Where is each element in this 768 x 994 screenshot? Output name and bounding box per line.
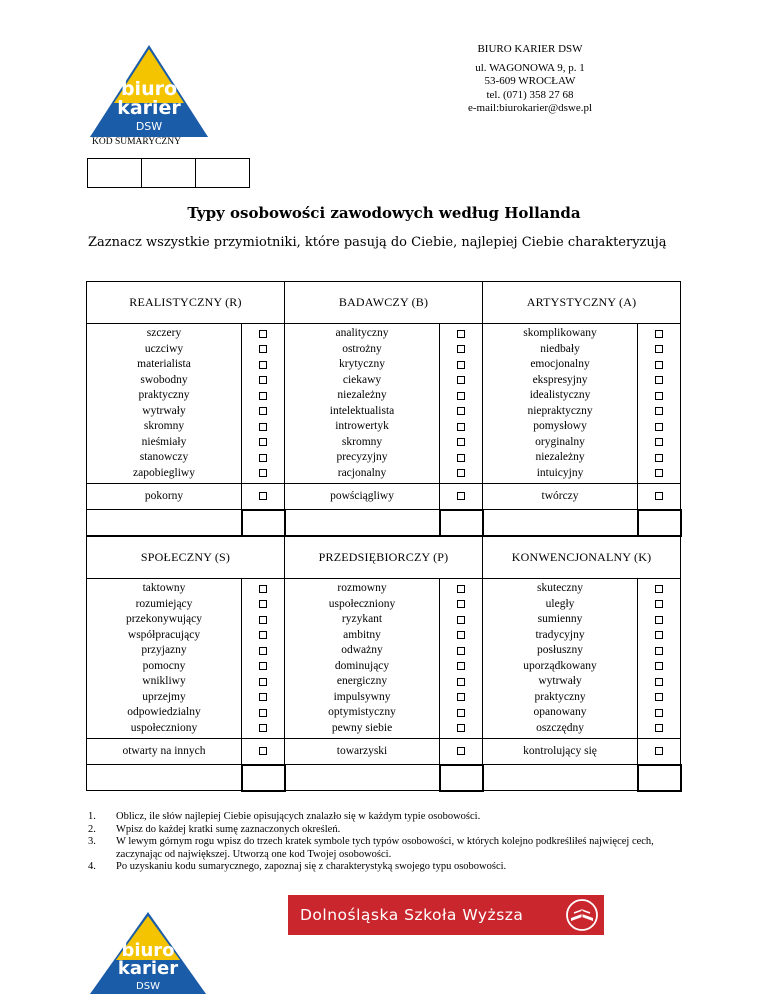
trait-checkbox[interactable] xyxy=(457,678,465,686)
trait-word: uległy xyxy=(545,597,575,610)
trait-checkbox[interactable] xyxy=(457,631,465,639)
trait-word: materialista xyxy=(137,358,191,370)
trait-word: ryzykant xyxy=(341,613,383,625)
instruction-item xyxy=(88,836,688,861)
contact-org: BIURO KARIER DSW xyxy=(477,43,583,55)
trait-word: skomplikowany xyxy=(523,327,597,339)
logo-bottom-line1: biuro xyxy=(121,940,175,961)
trait-checkbox[interactable] xyxy=(655,407,663,415)
trait-word: optymistyczny xyxy=(328,706,396,718)
sum-spacer xyxy=(87,765,242,791)
type-header: REALISTYCZNY (R) xyxy=(87,282,285,324)
trait-word: skuteczny xyxy=(537,582,584,594)
trait-word: towarzyski xyxy=(285,739,440,765)
trait-list xyxy=(285,324,440,484)
trait-checkbox[interactable] xyxy=(259,469,267,477)
trait-checkbox[interactable] xyxy=(259,678,267,686)
trait-checkbox[interactable] xyxy=(655,376,663,384)
trait-word: ambitny xyxy=(343,628,381,641)
sum-box[interactable] xyxy=(638,765,681,791)
type-header: KONWENCJONALNY (K) xyxy=(483,537,681,579)
trait-word: twórczy xyxy=(483,484,638,510)
trait-word: intelektualista xyxy=(329,404,395,417)
trait-checkbox[interactable] xyxy=(655,469,663,477)
intro-text: Zaznacz wszystkie przymiotniki, które pasują do Ciebie, najlepiej Ciebie charakteryzują xyxy=(88,235,667,250)
trait-checkbox[interactable] xyxy=(457,693,465,701)
trait-list xyxy=(285,579,440,739)
trait-word: introwertyk xyxy=(335,420,389,432)
trait-checkbox[interactable] xyxy=(655,330,663,338)
trait-list xyxy=(87,324,242,484)
trait-checkbox[interactable] xyxy=(259,585,267,593)
instruction-number: 2. xyxy=(88,823,96,835)
trait-word: tradycyjny xyxy=(535,628,585,641)
trait-word: niedbały xyxy=(540,342,580,355)
trait-checkbox[interactable] xyxy=(457,392,465,400)
sum-box[interactable] xyxy=(440,510,483,536)
trait-word: posłuszny xyxy=(537,644,584,656)
trait-word: wytrwały xyxy=(142,404,186,417)
checkbox-column xyxy=(242,579,285,739)
kod-box-3[interactable] xyxy=(196,159,249,187)
trait-word: swobodny xyxy=(140,373,188,386)
trait-word: energiczny xyxy=(336,675,388,687)
trait-word: taktowny xyxy=(142,582,186,594)
trait-word: uspołeczniony xyxy=(130,721,198,734)
checkbox-column xyxy=(242,324,285,484)
trait-word: niezależny xyxy=(337,389,387,401)
trait-checkbox[interactable] xyxy=(259,438,267,446)
type-header: PRZEDSIĘBIORCZY (P) xyxy=(285,537,483,579)
contact-city: 53-609 WROCŁAW xyxy=(484,75,576,87)
trait-word: skromny xyxy=(341,435,383,448)
page-title: Typy osobowości zawodowych według Hollanda xyxy=(187,204,581,222)
trait-checkbox[interactable] xyxy=(655,392,663,400)
checkbox-cell xyxy=(242,739,285,765)
instruction-number: 3. xyxy=(88,836,96,847)
checkbox-cell xyxy=(242,484,285,510)
trait-word: współpracujący xyxy=(127,628,201,641)
trait-word: wytrwały xyxy=(538,675,582,687)
trait-checkbox[interactable] xyxy=(655,454,663,462)
trait-word: oryginalny xyxy=(535,435,585,448)
trait-checkbox[interactable] xyxy=(655,345,663,353)
trait-word: idealistyczny xyxy=(529,389,591,401)
trait-word: niezależny xyxy=(535,451,585,463)
trait-checkbox[interactable] xyxy=(259,376,267,384)
sum-spacer xyxy=(285,510,440,536)
biuro-karier-logo-bottom xyxy=(88,910,208,994)
instruction-text: Oblicz, ile słów najlepiej Ciebie opisujących znalazło się w każdym typie osobowości. xyxy=(116,811,481,822)
trait-checkbox[interactable] xyxy=(457,616,465,624)
trait-checkbox[interactable] xyxy=(457,469,465,477)
sum-box[interactable] xyxy=(242,510,285,536)
sum-spacer xyxy=(483,510,638,536)
trait-checkbox[interactable] xyxy=(457,724,465,732)
trait-word: przyjazny xyxy=(141,644,187,656)
trait-word: wnikliwy xyxy=(142,675,186,687)
trait-word: uprzejmy xyxy=(142,690,186,703)
logo-line3: DSW xyxy=(135,120,163,133)
trait-checkbox[interactable] xyxy=(655,662,663,670)
trait-checkbox[interactable] xyxy=(655,423,663,431)
checkbox-cell xyxy=(440,739,483,765)
contact-phone: tel. (071) 358 27 68 xyxy=(486,88,574,101)
trait-checkbox[interactable] xyxy=(457,423,465,431)
trait-checkbox[interactable] xyxy=(457,585,465,593)
sum-spacer xyxy=(483,765,638,791)
types-table-bottom xyxy=(86,536,682,792)
sum-spacer xyxy=(285,765,440,791)
trait-checkbox[interactable] xyxy=(457,330,465,338)
sum-box[interactable] xyxy=(440,765,483,791)
book-emblem-icon xyxy=(564,898,600,932)
instruction-text: Wpisz do każdej kratki sumę zaznaczonych określeń. xyxy=(116,823,341,835)
trait-word: racjonalny xyxy=(337,466,387,479)
trait-list xyxy=(87,579,242,739)
trait-word: szczery xyxy=(146,327,182,339)
instruction-item xyxy=(88,861,688,874)
trait-checkbox[interactable] xyxy=(457,454,465,462)
type-header: SPOŁECZNY (S) xyxy=(87,537,285,579)
type-header: ARTYSTYCZNY (A) xyxy=(483,282,681,324)
logo-line2: karier xyxy=(117,97,181,119)
trait-checkbox[interactable] xyxy=(259,392,267,400)
types-table-top xyxy=(86,281,682,537)
trait-checkbox[interactable] xyxy=(259,631,267,639)
trait-checkbox[interactable] xyxy=(259,724,267,732)
trait-checkbox[interactable] xyxy=(259,423,267,431)
kod-boxes xyxy=(87,158,250,188)
trait-word: uczciwy xyxy=(144,342,184,355)
trait-checkbox[interactable] xyxy=(259,693,267,701)
trait-list xyxy=(483,324,638,484)
instruction-item xyxy=(88,824,688,837)
trait-word: odpowiedzialny xyxy=(127,706,201,718)
trait-checkbox[interactable] xyxy=(655,647,663,655)
trait-checkbox[interactable] xyxy=(655,709,663,717)
trait-word: precyzyjny xyxy=(336,451,388,463)
trait-word: rozmowny xyxy=(337,582,387,594)
trait-checkbox[interactable] xyxy=(457,407,465,415)
instruction-number: 4. xyxy=(88,861,96,872)
trait-word: zapobiegliwy xyxy=(133,466,195,479)
trait-checkbox[interactable] xyxy=(457,600,465,608)
trait-word: ekspresyjny xyxy=(532,373,588,386)
trait-word: opanowany xyxy=(533,706,587,718)
trait-checkbox[interactable] xyxy=(655,438,663,446)
trait-checkbox[interactable] xyxy=(259,361,267,369)
trait-checkbox[interactable] xyxy=(655,631,663,639)
trait-word: skromny xyxy=(143,420,185,432)
trait-checkbox[interactable] xyxy=(457,345,465,353)
trait-word: pokorny xyxy=(87,484,242,510)
trait-checkbox[interactable] xyxy=(259,345,267,353)
trait-checkbox[interactable] xyxy=(457,662,465,670)
trait-word: uspołeczniony xyxy=(328,597,396,610)
trait-checkbox[interactable] xyxy=(457,438,465,446)
contact-email[interactable]: e-mail:biurokarier@dswe.pl xyxy=(467,102,593,114)
trait-word: ostrożny xyxy=(342,342,382,355)
kod-box-2[interactable] xyxy=(142,159,196,187)
trait-word: krytyczny xyxy=(339,358,385,370)
type-header: BADAWCZY (B) xyxy=(285,282,483,324)
kod-box-1[interactable] xyxy=(88,159,142,187)
checkbox-column xyxy=(440,324,483,484)
trait-checkbox[interactable] xyxy=(259,747,267,755)
trait-checkbox[interactable] xyxy=(655,361,663,369)
trait-checkbox[interactable] xyxy=(655,600,663,608)
trait-word: oszczędny xyxy=(536,721,584,734)
trait-word: powściągliwy xyxy=(285,484,440,510)
trait-checkbox[interactable] xyxy=(259,330,267,338)
dsw-banner-text: Dolnośląska Szkoła Wyższa xyxy=(300,906,524,924)
instruction-item xyxy=(88,811,688,824)
trait-word: dominujący xyxy=(334,659,390,672)
instructions-list xyxy=(88,811,688,874)
checkbox-column xyxy=(638,324,681,484)
trait-checkbox[interactable] xyxy=(457,647,465,655)
trait-word: impulsywny xyxy=(333,690,391,703)
trait-checkbox[interactable] xyxy=(259,662,267,670)
checkbox-cell xyxy=(638,484,681,510)
trait-checkbox[interactable] xyxy=(259,454,267,462)
trait-checkbox[interactable] xyxy=(655,678,663,686)
trait-word: kontrolujący się xyxy=(483,739,638,765)
trait-word: przekonywujący xyxy=(126,613,202,625)
trait-word: analityczny xyxy=(335,327,389,339)
trait-checkbox[interactable] xyxy=(655,724,663,732)
trait-checkbox[interactable] xyxy=(457,361,465,369)
checkbox-cell xyxy=(440,484,483,510)
trait-word: odważny xyxy=(341,644,383,656)
trait-checkbox[interactable] xyxy=(457,747,465,755)
trait-word: rozumiejący xyxy=(135,597,193,610)
trait-checkbox[interactable] xyxy=(655,585,663,593)
trait-word: praktyczny xyxy=(138,389,190,401)
checkbox-column xyxy=(638,579,681,739)
trait-checkbox[interactable] xyxy=(259,709,267,717)
logo-bottom-line3: DSW xyxy=(136,981,160,992)
trait-word: ciekawy xyxy=(342,373,382,386)
trait-checkbox[interactable] xyxy=(259,492,267,500)
trait-word: pomocny xyxy=(142,659,186,672)
contact-address: ul. WAGONOWA 9, p. 1 xyxy=(475,61,585,74)
trait-checkbox[interactable] xyxy=(259,600,267,608)
instruction-text: W lewym górnym rogu wpisz do trzech kratek symbole tych typów osobowości, w których kolejno podkreśliłeś najwięcej cech, zaczynając od największej. Utworzą one kod Twojej osobowości. xyxy=(116,836,654,860)
trait-checkbox[interactable] xyxy=(457,492,465,500)
logo-line1: biuro xyxy=(120,78,178,100)
contact-block xyxy=(430,43,630,116)
trait-word: uporządkowany xyxy=(523,659,597,672)
trait-word: stanowczy xyxy=(139,451,189,463)
trait-word: pomysłowy xyxy=(533,420,587,432)
trait-word: sumienny xyxy=(537,613,583,625)
trait-word: praktyczny xyxy=(534,690,586,703)
trait-word: intuicyjny xyxy=(536,466,584,479)
trait-word: otwarty na innych xyxy=(87,739,242,765)
instruction-text: Po uzyskaniu kodu sumarycznego, zapoznaj się z charakterystyką swojego typu osobowości. xyxy=(116,861,507,872)
trait-checkbox[interactable] xyxy=(655,616,663,624)
trait-checkbox[interactable] xyxy=(655,492,663,500)
sum-spacer xyxy=(87,510,242,536)
logo-bottom-line2: karier xyxy=(117,958,179,979)
trait-word: nieśmiały xyxy=(141,435,187,448)
trait-checkbox[interactable] xyxy=(457,376,465,384)
dsw-banner xyxy=(288,895,604,935)
trait-checkbox[interactable] xyxy=(655,693,663,701)
sum-box[interactable] xyxy=(638,510,681,536)
instruction-number: 1. xyxy=(88,811,96,822)
trait-list xyxy=(483,579,638,739)
kod-label: KOD SUMARYCZNY xyxy=(92,137,181,147)
trait-word: niepraktyczny xyxy=(527,404,593,417)
biuro-karier-logo xyxy=(88,43,210,139)
trait-checkbox[interactable] xyxy=(655,747,663,755)
trait-checkbox[interactable] xyxy=(457,709,465,717)
checkbox-cell xyxy=(638,739,681,765)
sum-box[interactable] xyxy=(242,765,285,791)
trait-checkbox[interactable] xyxy=(259,647,267,655)
trait-checkbox[interactable] xyxy=(259,407,267,415)
trait-word: emocjonalny xyxy=(530,358,590,370)
checkbox-column xyxy=(440,579,483,739)
trait-checkbox[interactable] xyxy=(259,616,267,624)
trait-word: pewny siebie xyxy=(331,721,393,734)
